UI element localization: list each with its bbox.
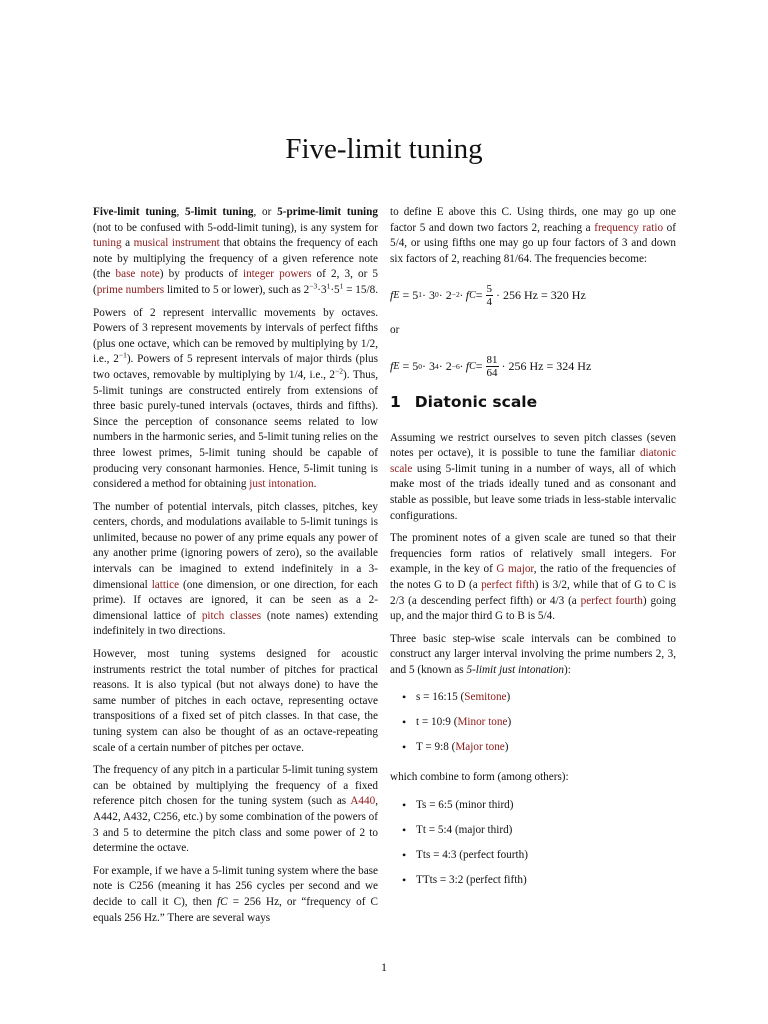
acoustic-paragraph: However, most tuning systems designed for acoustic instruments restrict the total number of pitches for practical reasons. It is also typical (but not always done) to have the same number of pitches in each octave, representing octave transpositions of a fixed set of pitch classes. In that case, the tuning system can also be thought of as an octave-repeating scale of a certain number of pitches per octave. bbox=[93, 648, 378, 754]
link-minor-tone[interactable]: Minor tone bbox=[457, 716, 508, 729]
link-tuning[interactable]: tuning bbox=[93, 237, 122, 250]
page-number: 1 bbox=[381, 960, 387, 974]
combined-intervals-list bbox=[390, 793, 676, 893]
section-number: 1 bbox=[390, 392, 401, 411]
right-column bbox=[390, 205, 676, 903]
link-frequency-ratio[interactable]: frequency ratio bbox=[594, 221, 664, 234]
equation-fifths: f E = 5 0 · 3 4 · 2 −6 · f C = $\frac{81}{64}$ · 256 Hz = 324 Hz bbox=[390, 354, 592, 380]
section-heading bbox=[390, 392, 676, 411]
basic-intervals-list bbox=[390, 685, 676, 760]
fraction: $\frac{5}{4}$ bbox=[486, 282, 493, 308]
link-a440[interactable]: A440 bbox=[350, 795, 376, 808]
lattice-paragraph: The number of potential intervals, pitch classes, pitches, key centers, chords, and modulations available to 5-limit tunings is unlimited, because no power of any prime equals any power of any another prime (ignoring powers of zero), so the available intervals can be imagined to extend indefinitely in a 3-dimensional lattice (one dimension, or one direction, for each prime). If octaves are ignored, it can be seen as a 2-dimensional lattice of pitch classes (note names) extending indefinitely in two directions. bbox=[93, 500, 378, 638]
link-just-intonation[interactable]: just intonation bbox=[249, 478, 314, 491]
powers-paragraph: Powers of 2 represent intervallic movements by octaves. Powers of 3 represent movements by intervals of perfect fifths (plus one octave, which can be removed by multiplying by 1/2, i.e., $2^{-1}$). Powers of 5 represent intervals of major thirds (plus two octaves, removable by multiplying by 1/4, i.e., $2^{-2}$). Thus, 5-limit tunings are constructed entirely from extensions of three basic purely-tuned intervals (octaves, thirds and fifths). Since the perception of consonance seems related to low numbers in the harmonic series, and 5-limit tuning relies on the three lowest primes, 5-limit tuning should be capable of producing very consonant harmonies. Hence, 5-limit tuning is considered a method for obtaining just intonation. bbox=[93, 306, 379, 491]
section-title: Diatonic scale bbox=[414, 392, 538, 411]
or-text: or bbox=[390, 324, 400, 337]
prominent-notes-paragraph: The prominent notes of a given scale are tuned so that their frequencies form ratios of relatively small integers. For example, in the key of G major, the ratio of the frequencies of the notes G to D (a perfect fifth) is 3/2, while that of G to C is 2/3 (a descending perfect fifth) or 4/3 (a perfect fourth) going up, and the major third G to B is 5/4. bbox=[390, 532, 677, 623]
link-base-note[interactable]: base note bbox=[115, 268, 160, 281]
link-g-major[interactable]: G major bbox=[496, 563, 534, 576]
link-musical-instrument[interactable]: musical instrument bbox=[133, 237, 220, 250]
list-item: • Tt = 5:4 (major third) bbox=[402, 823, 513, 838]
list-item: • t = 10:9 (Minor tone) bbox=[402, 715, 512, 730]
list-item: • Tts = 4:3 (perfect fourth) bbox=[402, 848, 528, 863]
define-e-paragraph: to define E above this C. Using thirds, one may go up one factor 5 and down two factors 2, reaching a frequency ratio of 5/4, or using fifths one may go up four factors of 3 and down six factors of 2, reaching 81/64. The frequencies become: bbox=[390, 206, 677, 265]
link-major-tone[interactable]: Major tone bbox=[455, 741, 505, 754]
page-title: Five-limit tuning bbox=[285, 133, 483, 166]
term-5-prime-limit: 5-prime-limit tuning bbox=[277, 206, 378, 218]
link-lattice[interactable]: lattice bbox=[151, 578, 180, 591]
link-semitone[interactable]: Semitone bbox=[464, 691, 507, 704]
link-perfect-fourth[interactable]: perfect fourth bbox=[580, 594, 643, 607]
left-column bbox=[93, 205, 378, 933]
list-item: • TTts = 3:2 (perfect fifth) bbox=[402, 873, 527, 888]
intro-paragraph: Five-limit tuning, 5-limit tuning, or 5-prime-limit tuning (not to be confused with 5-odd-limit tuning), is any system for tuning a musical instrument that obtains the frequency of each note by multiplying the frequency of a given reference note (the base note) by products of integer powers of 2, 3, or 5 (prime numbers limited to 5 or lower), such as $2^{-3}\cdot 3^1\cdot 5^1 = 15/8$. bbox=[93, 206, 379, 296]
frequency-paragraph: The frequency of any pitch in a particular 5-limit tuning system can be obtained by multiplying the frequency of a fixed reference pitch chosen for the tuning system (such as A440, A442, A432, C256, etc.) by some combination of the powers of 3 and 5 to determine the pitch class and some power of 2 to determine the octave. bbox=[93, 764, 378, 855]
combine-paragraph: which combine to form (among others): bbox=[390, 771, 569, 784]
link-prime-numbers[interactable]: prime numbers bbox=[96, 283, 165, 296]
fraction: $\frac{81}{64}$ bbox=[486, 354, 498, 380]
diatonic-paragraph: Assuming we restrict ourselves to seven pitch classes (seven notes per octave), it is possible to tune the familiar diatonic scale using 5-limit tuning in a number of ways, all of which make most of the triads ideally tuned and as consonant and stable as possible, but leave some triads in less-stable intervalic configurations. bbox=[390, 431, 676, 522]
list-item: • Ts = 6:5 (minor third) bbox=[402, 798, 514, 813]
link-integer-powers[interactable]: integer powers bbox=[242, 268, 312, 281]
example-paragraph: For example, if we have a 5-limit tuning system where the base note is C256 (meaning it has 256 cycles per second and we decide to call it C), then fC = 256 Hz, or “frequency of C equals 256 Hz.” There are several ways bbox=[93, 864, 378, 924]
link-diatonic-scale[interactable]: diatonic scale bbox=[390, 447, 676, 475]
link-pitch-classes[interactable]: pitch classes bbox=[201, 609, 262, 622]
equation-thirds: f E = 5 1 · 3 0 · 2 −2 · f C = $\frac{5}{4}$ · 256 Hz = 320 Hz bbox=[390, 282, 586, 308]
term-five-limit: Five-limit tuning bbox=[93, 206, 177, 218]
list-item: • s = 16:15 (Semitone) bbox=[402, 690, 511, 705]
term-5-limit: 5-limit tuning bbox=[184, 206, 254, 218]
link-perfect-fifth[interactable]: perfect fifth bbox=[481, 578, 535, 591]
list-item: • T = 9:8 (Major tone) bbox=[402, 740, 509, 755]
step-intervals-paragraph: Three basic step-wise scale intervals can be combined to construct any larger interval involving the prime numbers 2, 3, and 5 (known as 5-limit just intonation): bbox=[390, 632, 676, 676]
